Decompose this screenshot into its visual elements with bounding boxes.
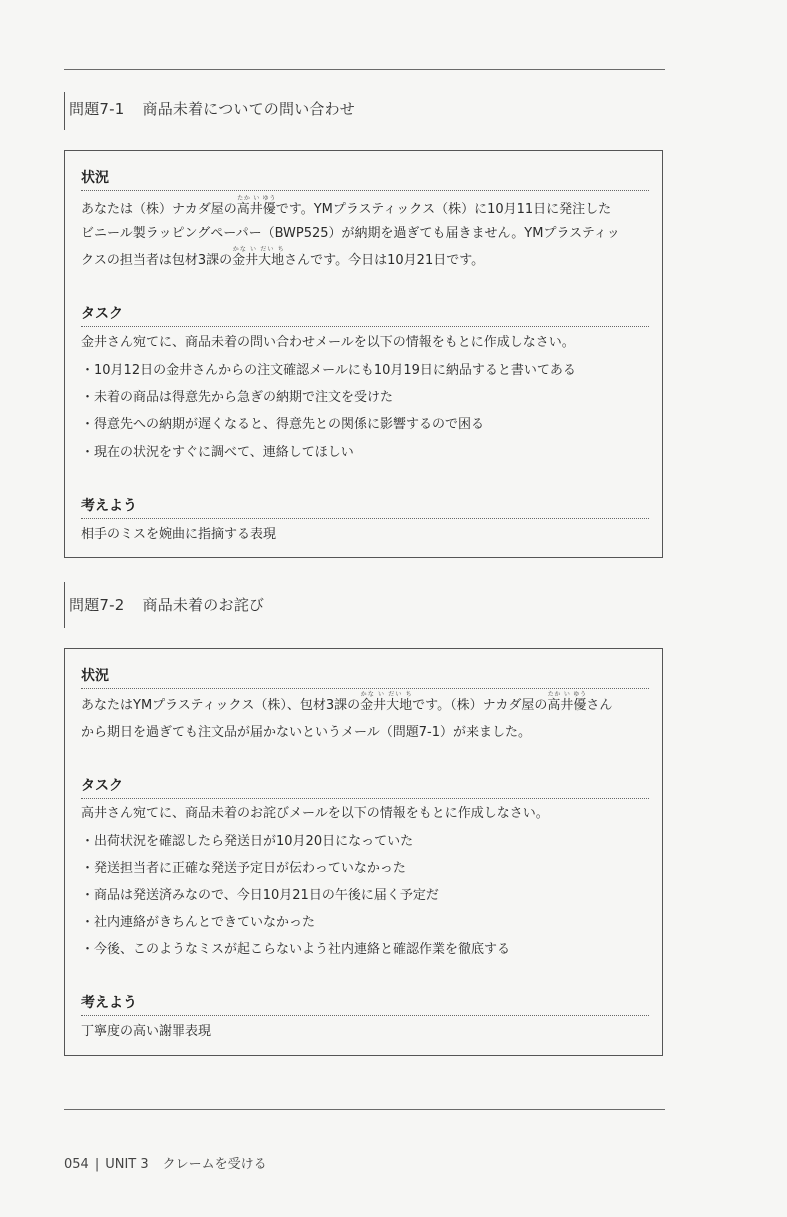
name-kanai-daichi: 金井大地かな い だい ち	[360, 691, 413, 713]
problem2-number: 問題7-2	[69, 596, 125, 614]
problem1-situation-line2: ビニール製ラッピングペーパー（BWP525）が納期を過ぎても届きません。YMプラスティッ	[81, 226, 620, 241]
name-takai-yu: 高井優たか い ゆう	[547, 691, 587, 713]
footer-separator: |	[94, 1157, 100, 1172]
problem2-situation-line2: から期日を過ぎても注文品が届かないというメール（問題7-1）が来ました。	[81, 725, 531, 740]
name-takai-yu: 高井優たか い ゆう	[236, 195, 276, 217]
problem2-task-line: ・社内連絡がきちんとできていなかった	[81, 915, 316, 930]
problem2-think-heading: 考えよう	[81, 992, 649, 1016]
problem1-task-line: ・未着の商品は得意先から急ぎの納期で注文を受けた	[81, 390, 394, 405]
problem2-task-line: ・出荷状況を確認したら発送日が10月20日になっていた	[81, 834, 414, 849]
problem1-box	[64, 150, 663, 558]
problem2-task-line: ・商品は発送済みなので、今日10月21日の午後に届く予定だ	[81, 888, 439, 903]
unit-label: UNIT 3	[105, 1157, 149, 1172]
problem1-think-heading: 考えよう	[81, 495, 649, 519]
problem1-task-line: ・10月12日の金井さんからの注文確認メールにも10月19日に納品すると書いてある	[81, 363, 576, 378]
problem2-situation-heading: 状況	[81, 665, 649, 689]
problem2-situation-line1: あなたはYMプラスティックス（株）、包材3課の金井大地かな い だい ちです。（株）ナカダ屋の高井優たか い ゆうさん	[81, 691, 613, 713]
problem2-task-line: ・発送担当者に正確な発送予定日が伝わっていなかった	[81, 861, 406, 876]
problem1-situation-line1: あなたは（株）ナカダ屋の高井優たか い ゆうです。YMプラスティックス（株）に10月11日に発注した	[81, 195, 612, 217]
problem1-task-line: 金井さん宛てに、商品未着の問い合わせメールを以下の情報をもとに作成しなさい。	[81, 335, 575, 350]
problem2-task-heading: タスク	[81, 775, 649, 799]
problem2-task-line: ・今後、このようなミスが起こらないよう社内連絡と確認作業を徹底する	[81, 942, 511, 957]
page-footer	[64, 1153, 267, 1172]
problem1-task-line: ・得意先への納期が遅くなると、得意先との関係に影響するので困る	[81, 417, 485, 432]
problem2-heading	[64, 582, 264, 628]
problem1-situation-line3: クスの担当者は包材3課の金井大地かな い だい ちさんです。今日は10月21日です。	[81, 246, 485, 268]
problem2-title: 商品未着のお詫び	[142, 596, 265, 614]
problem1-think-text: 相手のミスを婉曲に指摘する表現	[81, 527, 277, 542]
name-kanai-daichi: 金井大地かな い だい ち	[232, 246, 285, 268]
top-rule	[64, 69, 665, 70]
problem2-box	[64, 648, 663, 1056]
problem1-heading	[64, 92, 355, 130]
problem1-task-heading: タスク	[81, 303, 649, 327]
problem1-number: 問題7-1	[69, 100, 125, 118]
problem2-think-text: 丁寧度の高い謝罪表現	[81, 1024, 212, 1039]
bottom-rule	[64, 1109, 665, 1110]
page-number: 054	[64, 1157, 89, 1172]
problem1-title: 商品未着についての問い合わせ	[142, 100, 356, 118]
problem2-task-line: 高井さん宛てに、商品未着のお詫びメールを以下の情報をもとに作成しなさい。	[81, 806, 549, 821]
problem1-situation-heading: 状況	[81, 167, 649, 191]
unit-title: クレームを受ける	[162, 1157, 267, 1172]
problem1-task-line: ・現在の状況をすぐに調べて、連絡してほしい	[81, 445, 354, 460]
